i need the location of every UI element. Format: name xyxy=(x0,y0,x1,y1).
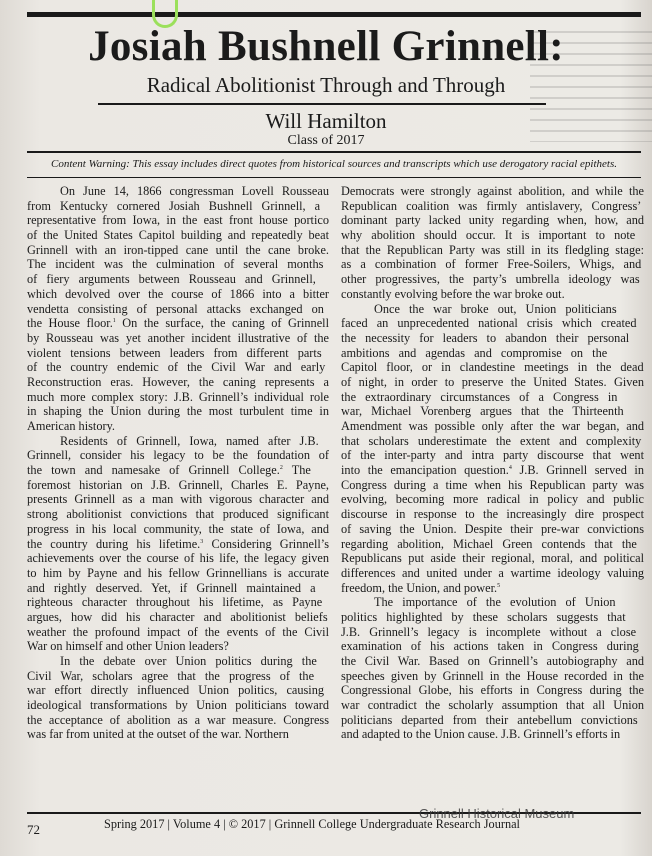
article-subtitle: Radical Abolitionist Through and Through xyxy=(146,73,506,97)
body-line: of the country endemic of the Civil War and early xyxy=(27,360,326,375)
body-line: Congress during a time when his Republican party was xyxy=(341,477,644,492)
body-line: of night, in order to preserve the United States. Given xyxy=(341,374,644,389)
body-line: violent tensions between leaders from different parts xyxy=(27,345,322,360)
body-line: Congressional Globe, his efforts in Congress during the xyxy=(341,683,644,698)
body-line: other progressives, the party’s umbrella ideology was xyxy=(341,272,640,287)
body-line: War on himself and other Union leaders? xyxy=(27,639,229,654)
body-line: achievements over the course of his life, the legacy given xyxy=(27,551,329,566)
body-line: foremost historian on J.B. Grinnell, Charles E. Payne, xyxy=(27,477,329,492)
content-warning: Content Warning: This essay includes direct quotes from historical sources and transcripts which use derogatory racial epithets. xyxy=(51,158,617,170)
body-line: and rightly deserved. Yet, if Grinnell maintained a xyxy=(27,580,316,595)
subtitle-rule xyxy=(98,103,546,105)
body-line: dominant party lacked unity regarding when, how, and xyxy=(341,213,644,228)
body-line: war effort directly influenced Union politics, causing xyxy=(27,683,325,698)
body-line: righteous character throughout his lifetime, as Payne xyxy=(27,595,323,610)
top-rule xyxy=(27,12,641,17)
body-line: representative from Iowa, in the east front house portico xyxy=(27,213,329,228)
body-line: the town and namesake of Grinnell College.$^2$ The xyxy=(27,463,311,478)
body-line: faced an unprecedented national crisis which created xyxy=(341,316,637,331)
body-line: Grinnell, consider his legacy to be the foundation of xyxy=(27,448,329,463)
body-line: the country during his lifetime.$^3$ Considering Grinnell’s xyxy=(27,536,329,551)
article-title: Josiah Bushnell Grinnell: xyxy=(88,23,564,70)
body-line: strong abolitionist convictions that produced significant xyxy=(27,507,329,522)
author-name: Will Hamilton xyxy=(265,109,387,133)
body-line: Capitol floor, or in clandestine meetings in the dead xyxy=(341,360,644,375)
body-line: Civil War, scholars agree that the progress of the xyxy=(27,668,315,683)
content-warning-rule-top xyxy=(27,151,641,153)
body-line: differences and united under a wartime ideology valuing xyxy=(341,565,644,580)
body-line: war, Michael Vorenberg argues that the Thirteenth xyxy=(341,404,624,419)
body-line: and adapted to the Union cause. J.B. Grinnell’s efforts in xyxy=(341,727,621,742)
body-line: that the Republican Party was still in its fledgling stage: xyxy=(341,242,644,257)
body-line: the House floor.$^1$ On the surface, the caning of Grinnell xyxy=(27,316,329,331)
body-line: politics highlighted by these scholars suggests that xyxy=(341,609,626,624)
body-line: discourse in response to the increasingly dire prospect xyxy=(341,507,644,522)
body-line: Once the war broke out, Union politicians xyxy=(374,301,617,316)
body-line: the acceptance of abolition as a war measure. Congress xyxy=(27,712,329,727)
body-line: On June 14, 1866 congressman Lovell Rousseau xyxy=(60,184,329,198)
body-line: of the United States Capitol building and repeatedly beat xyxy=(27,228,329,243)
body-line: argues, how did his character and abolitionist beliefs xyxy=(27,609,328,624)
body-line: progress in his local community, the state of Iowa, and xyxy=(27,521,329,536)
body-column-left xyxy=(27,184,329,742)
body-line: Republicans put aside their regional, moral, and political xyxy=(341,551,644,566)
body-line: examination of his actions taken in Congress during xyxy=(341,639,639,654)
body-line: the extraordinary circumstances of a Congress in xyxy=(341,389,618,404)
body-line: In the debate over Union politics during the xyxy=(60,654,317,668)
body-line: which devolved over the course of 1866 into a bitter xyxy=(27,286,329,301)
body-line: why abolition should occur. It is important to note xyxy=(341,228,636,243)
body-line: by Rousseau was yet another incident illustrative of the xyxy=(27,330,329,345)
body-column-right xyxy=(341,184,644,742)
body-line: as a combination of former Free-Soilers, Whigs, and xyxy=(341,257,642,272)
body-line: speeches given by Grinnell in the House recorded in the xyxy=(341,668,644,683)
body-line: American history. xyxy=(27,419,115,433)
body-line: freedom, the Union, and power.$^5$ xyxy=(341,580,501,595)
museum-watermark: Grinnell Historical Museum xyxy=(419,806,575,821)
body-line: Democrats were strongly against abolition, and while the xyxy=(341,184,644,198)
body-line: constantly evolving before the war broke out. xyxy=(341,286,565,301)
body-line: vendetta consisting of personal attacks exchanged on xyxy=(27,301,324,316)
body-line: in shaping the Union during the most turbulent time in xyxy=(27,404,329,419)
body-line: of fiery arguments between Rousseau and Grinnell, xyxy=(27,272,316,287)
body-line: evolving, becoming more radical in policy and public xyxy=(341,492,644,507)
body-line: ambitions and agendas and compromise on the xyxy=(341,345,608,360)
body-line: from Kentucky cornered Josiah Bushnell Grinnell, a xyxy=(27,198,321,213)
body-line: was far from united at the outset of the war. Northern xyxy=(27,727,289,742)
body-line: the Civil War. Based on Grinnell’s autobiography and xyxy=(341,654,644,668)
body-line: Reconstruction eras. However, the caning represents a xyxy=(27,374,329,389)
page-number: 72 xyxy=(27,822,40,837)
content-warning-rule-bottom xyxy=(27,177,641,178)
body-line: to him by Payne and his fellow Grinnellians is accurate xyxy=(27,565,329,580)
body-line: The importance of the evolution of Union xyxy=(374,595,616,610)
body-line: that scholars underestimate the extent and complexity xyxy=(341,433,642,448)
body-line: much more complex story: J.B. Grinnell’s individual role xyxy=(27,389,329,404)
body-line: war contradict the scholarly assumption that all Union xyxy=(341,698,644,713)
body-line: of the inter-party and intra party discourse that went xyxy=(341,448,644,463)
journal-info: Spring 2017 | Volume 4 | © 2017 | Grinnell College Undergraduate Research Journal xyxy=(104,817,520,831)
body-line: regarding abolition, Michael Green contends that the xyxy=(341,536,637,551)
body-line: ideological transformations by Union politicians toward xyxy=(27,698,329,713)
body-line: Grinnell with an iron-tipped cane until the cane broke. xyxy=(27,242,329,257)
body-line: politicians departed from their antebellum convictions xyxy=(341,712,638,727)
body-line: into the emancipation question.$^4$ J.B. Grinnell served in xyxy=(341,463,644,478)
body-line: the necessity for leaders to abandon their personal xyxy=(341,330,630,345)
body-line: Republican coalition was firmly antislavery, Congress’ xyxy=(341,198,642,213)
author-class-year: Class of 2017 xyxy=(287,133,365,148)
body-line: of saving the Union. Despite their pre-war convictions xyxy=(341,521,644,536)
body-line: The incident was the culmination of several months xyxy=(27,257,324,272)
body-line: Residents of Grinnell, Iowa, named after J.B. xyxy=(60,433,319,448)
body-line: Amendment was possible only after the war began, and xyxy=(341,419,644,433)
body-line: presents Grinnell as a man with vigorous character and xyxy=(27,492,329,507)
body-line: weather the profound impact of the events of the Civil xyxy=(27,624,329,639)
body-line: J.B. Grinnell’s legacy is incomplete without a close xyxy=(341,624,637,639)
